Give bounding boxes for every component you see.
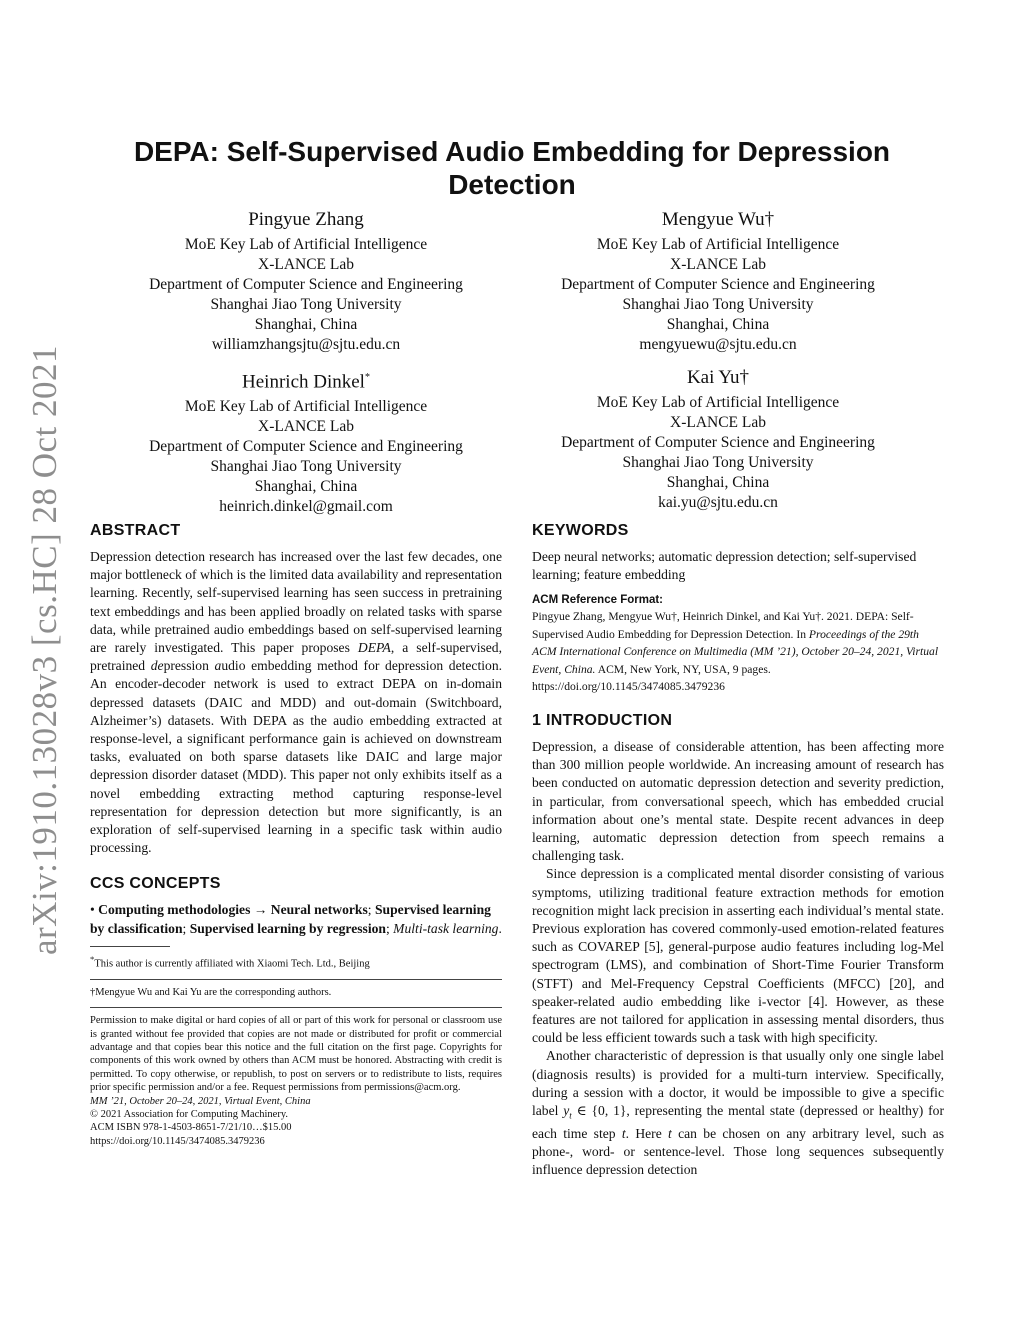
abstract-part: udio embedding method for depression detection. An encoder-decoder network is used to extract DEPA on in-domain depressed datasets (DAIC and MDD) and out-domain (Switchboard, Alzheimer’s) datasets. With DEPA as the audio embedding extracted at response-level, a significant performance gain is achieved on downstream tasks, evaluated on both sparse datasets like DAIC and large major depression disorder dataset (MDD). This paper not only exhibits itself as a novel embedding extracting method capturing response-level representation for depression detection but more significantly, is an exploration of self-supervised learning in a specific task within audio processing. <box>90 658 503 856</box>
author-email[interactable]: mengyuewu@sjtu.edu.cn <box>639 336 797 353</box>
ccs-term: Computing methodologies <box>98 902 251 918</box>
intro-paragraph-1: Depression, a disease of considerable attention, has been affecting more than 300 million people worldwide. An increasing amount of research has been conducted on automatic depression detection and severity prediction, in particular, from conversational speech, which has embedded crucial information about one’s mental state. Despite recent advances in deep learning, automatic depression detection from speech remains a challenging task. <box>532 738 944 864</box>
ccs-bullet: • <box>90 902 99 918</box>
ccs-term: Multi-task learning <box>393 920 499 936</box>
ccs-arrow: → <box>250 902 271 918</box>
permission-divider <box>90 1007 502 1008</box>
author-name: Pingyue Zhang <box>248 209 364 230</box>
author-email[interactable]: heinrich.dinkel@gmail.com <box>219 498 393 516</box>
paper-title: DEPA: Self-Supervised Audio Embedding for Depression Detection <box>133 136 891 200</box>
author-affiliation: MoE Key Lab of Artificial Intelligence <box>184 236 428 253</box>
author-name: Heinrich Dinkel <box>242 371 365 393</box>
author-affiliation: MoE Key Lab of Artificial Intelligence <box>596 236 840 253</box>
intro-paragraph-2: Since depression is a complicated mental disorder consisting of various symptoms, utilizing traditional feature extraction methods for emotion recognition might lack precision in asserting each individual’s mental state. Previous exploration has covered commonly-used emotion-related features such as COVAREP [5], general-purpose audio features including log-Mel spectrogram (LMS), and combination of Short-Time Fourier Transform (STFT) and Mel-Frequency Cepstral Coefficients (MFCC) [20], and speaker-related audio embedding like i-vector [4]. However, as these features are not tailored for application in assessing mental disorders, thus could be less efficient towards such a task with high specificity. <box>532 866 944 1046</box>
author-location: Shanghai, China <box>666 474 770 491</box>
footnote-corresponding: †Mengyue Wu and Kai Yu are the corresponding authors. <box>90 986 332 998</box>
author-email[interactable]: williamzhangsjtu@sjtu.edu.cn <box>211 336 401 353</box>
math-symbol: y <box>563 1102 570 1118</box>
footnote-text: This author is currently affiliated with Xiaomi Tech. Ltd., Beijing <box>94 958 370 970</box>
right-column <box>532 522 944 1180</box>
author-location: Shanghai, China <box>254 316 358 333</box>
intro-text: Another characteristic of depression is that usually only one single label (diagnosis results) is provided for a multi-turn interview. Specifically, during a session with a doctor, it would be impossible to give a specific label <box>532 1048 944 1118</box>
abstract-part: pression <box>163 658 209 674</box>
author-name: Kai Yu† <box>686 367 750 388</box>
math-symbol: t <box>621 1125 626 1141</box>
author-university: Shanghai Jiao Tong University <box>210 458 402 476</box>
intro-text: ∈ {0, 1}, representing the mental state (depressed or healthy) for each time step <box>532 1102 944 1141</box>
author-block-1 <box>96 207 516 355</box>
abstract-part: Depression detection research has increased over the last few decades, one major bottleneck of which is the limited data availability and representation learning. Recently, self-supervised learning has seen success in pretraining text embeddings and has been applied broadly on related tasks with sparse data, while pretrained audio embeddings based on self-supervised learning are rarely investigated. This paper proposes <box>90 549 502 656</box>
author-university: Shanghai Jiao Tong University <box>622 454 814 471</box>
doi-link[interactable]: https://doi.org/10.1145/3474085.3479236 <box>90 1135 265 1147</box>
acm-reference-heading: ACM Reference Format: <box>532 594 663 607</box>
abstract-acronym-letters: de <box>150 658 164 674</box>
author-university: Shanghai Jiao Tong University <box>210 296 402 313</box>
author-name-row <box>96 365 516 395</box>
abstract-part: , a self-supervised, pretrained <box>90 640 503 674</box>
conference-text: MM ’21, October 20–24, 2021, Virtual Event, China <box>90 1095 311 1107</box>
author-university: Shanghai Jiao Tong University <box>622 296 814 313</box>
acm-reference-text <box>532 608 944 696</box>
ccs-term: Supervised learning by classification <box>90 902 491 936</box>
ccs-separator: ; <box>367 902 375 918</box>
abstract-term: DEPA <box>357 640 391 656</box>
author-email[interactable]: kai.yu@sjtu.edu.cn <box>658 494 778 511</box>
acm-reference-part: ACM, New York, NY, USA, 9 pages. https://doi.org/10.1145/3474085.3479236 <box>532 662 771 694</box>
author-department: Department of Computer Science and Engineering <box>149 438 463 456</box>
footnote-divider <box>90 979 502 980</box>
arxiv-identifier: arXiv:1910.13028v3 [cs.HC] 28 Oct 2021 <box>25 344 64 956</box>
footnote-affiliation <box>90 953 502 971</box>
ccs-heading: CCS CONCEPTS <box>90 875 221 893</box>
ccs-term: Neural networks <box>270 902 368 918</box>
abstract-text <box>90 548 502 857</box>
author-department: Department of Computer Science and Engineering <box>561 434 875 451</box>
abstract-heading: ABSTRACT <box>90 522 181 539</box>
author-block-3 <box>96 365 516 517</box>
intro-text: can be chosen on any arbitrary level, such as phone-, word- or sentence-level. Those long sequences subsequently influence depression detection <box>532 1125 944 1178</box>
permission-notice: Permission to make digital or hard copies of all or part of this work for personal or classroom use is granted without fee provided that copies are not made or distributed for profit or commercial advantage and that copies bear this notice and the full citation on the first page. Copyrights for components of this work owned by others than ACM must be honored. Abstracting with credit is permitted. To copy otherwise, or republish, to post on servers or to redistribute to lists, requires prior specific permission and/or a fee. Request permissions from permissions@acm.org. <box>90 1015 502 1094</box>
introduction-heading: 1 INTRODUCTION <box>532 711 673 729</box>
author-lab: X-LANCE Lab <box>670 256 766 273</box>
isbn-line: ACM ISBN 978-1-4503-8651-7/21/10…$15.00 <box>90 1122 292 1134</box>
author-block-4 <box>508 365 928 513</box>
arxiv-side-stamp <box>22 344 68 956</box>
ccs-separator: ; <box>182 920 190 936</box>
author-location: Shanghai, China <box>254 478 358 496</box>
conference-info <box>90 1095 502 1108</box>
acm-reference-venue: Proceedings of the 29th ACM International Conference on Multimedia (MM ’21), October 20–24, 2021, Virtual Event, China. <box>532 627 939 676</box>
ccs-end: . <box>498 920 502 936</box>
left-column <box>90 522 502 1148</box>
author-affiliation: MoE Key Lab of Artificial Intelligence <box>596 394 840 411</box>
author-block-2 <box>508 207 928 355</box>
footnote-divider <box>90 946 170 947</box>
author-lab: X-LANCE Lab <box>258 418 354 436</box>
author-department: Department of Computer Science and Engineering <box>561 276 875 293</box>
intro-paragraph-3 <box>532 1047 944 1179</box>
copyright-line: © 2021 Association for Computing Machinery. <box>90 1109 289 1121</box>
keywords-heading: KEYWORDS <box>532 522 629 539</box>
author-department: Department of Computer Science and Engineering <box>149 276 463 293</box>
author-name: Mengyue Wu† <box>661 209 775 230</box>
ccs-term: Supervised learning by regression <box>189 920 386 936</box>
math-subscript: t <box>569 1110 572 1121</box>
acm-reference-part: Pingyue Zhang, Mengyue Wu†, Heinrich Dinkel, and Kai Yu†. 2021. DEPA: Self-Supervised Audio Embedding for Depression Detection. In <box>532 610 914 641</box>
ccs-concepts <box>90 901 502 937</box>
author-affiliation: MoE Key Lab of Artificial Intelligence <box>184 398 428 416</box>
author-lab: X-LANCE Lab <box>670 414 766 431</box>
author-mark: * <box>364 372 370 383</box>
footnote-mark: * <box>90 953 95 964</box>
keywords-text: Deep neural networks; automatic depression detection; self-supervised learning; feature embedding <box>532 549 917 583</box>
ccs-separator: ; <box>385 920 390 936</box>
author-location: Shanghai, China <box>666 316 770 333</box>
math-symbol: t <box>668 1125 672 1141</box>
author-lab: X-LANCE Lab <box>258 256 354 273</box>
intro-text: . Here <box>625 1125 669 1141</box>
abstract-acronym-letters: a <box>214 658 222 674</box>
